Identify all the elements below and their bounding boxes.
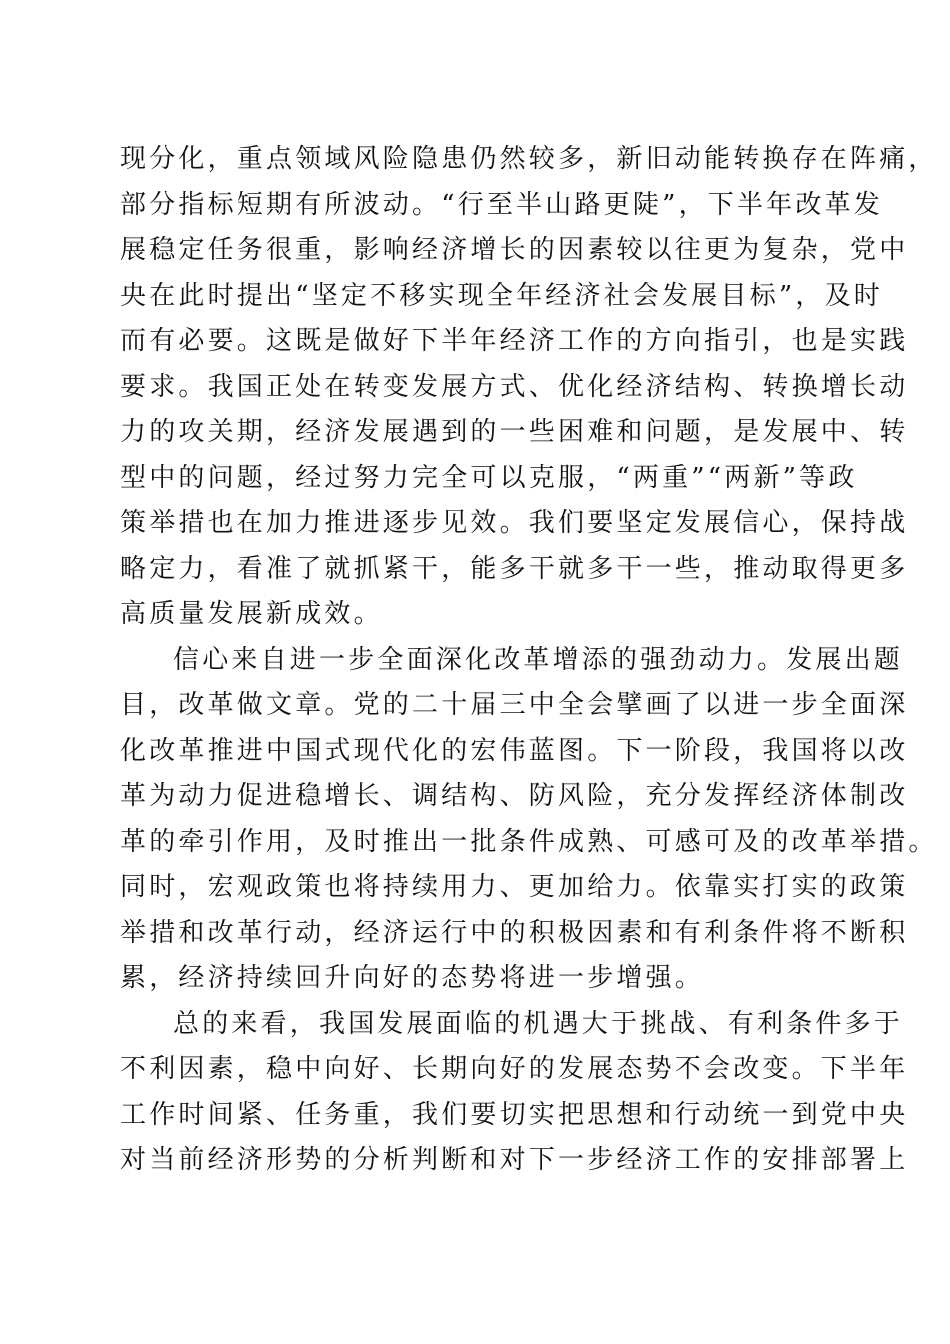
text-line: 高质量发展新成效。 xyxy=(120,599,383,629)
text-line: 不利因素，稳中向好、长期向好的发展态势不会改变。下半年 xyxy=(120,1054,909,1084)
text-line: 举措和改革行动，经济运行中的积极因素和有利条件将不断积 xyxy=(120,917,909,948)
text-line: 目，改革做文章。党的二十届三中全会擘画了以进一步全面深 xyxy=(120,690,909,720)
paragraph-1 xyxy=(120,137,938,638)
text-line: 对当前经济形势的分析判断和对下一步经济工作的安排部署上 xyxy=(120,1145,909,1175)
text-line: 力的攻关期，经济发展遇到的一些困难和问题，是发展中、转 xyxy=(120,417,909,447)
text-line: 革的牵引作用，及时推出一批条件成熟、可感可及的改革举措。 xyxy=(120,826,938,857)
text-line: 策举措也在加力推进逐步见效。我们要坚定发展信心，保持战 xyxy=(120,508,909,538)
text-line: 同时，宏观政策也将持续用力、更加给力。依靠实打实的政策 xyxy=(120,872,909,902)
paragraph-3 xyxy=(120,1002,909,1184)
text-line: 而有必要。这既是做好下半年经济工作的方向指引，也是实践 xyxy=(120,326,909,356)
text-line: 累，经济持续回升向好的态势将进一步增强。 xyxy=(120,963,705,993)
paragraph-2 xyxy=(120,638,938,1002)
text-line: 央在此时提出“坚定不移实现全年经济社会发展目标”，及时 xyxy=(120,280,883,311)
text-line: 现分化，重点领域风险隐患仍然较多，新旧动能转换存在阵痛， xyxy=(120,144,938,174)
text-line: 工作时间紧、任务重，我们要切实把思想和行动统一到党中央 xyxy=(120,1099,909,1130)
text-line: 信心来自进一步全面深化改革增添的强劲动力。发展出题 xyxy=(173,644,904,675)
text-line: 化改革推进中国式现代化的宏伟蓝图。下一阶段，我国将以改 xyxy=(120,735,909,766)
text-line: 革为动力促进稳增长、调结构、防风险，充分发挥经济体制改 xyxy=(120,781,909,811)
text-line: 要求。我国正处在转变发展方式、优化经济结构、转换增长动 xyxy=(120,371,909,402)
text-line: 型中的问题，经过努力完全可以克服，“两重”“两新”等政 xyxy=(120,462,858,493)
text-line: 展稳定任务很重，影响经济增长的因素较以往更为复杂，党中 xyxy=(120,235,909,265)
text-line: 总的来看，我国发展面临的机遇大于挑战、有利条件多于 xyxy=(173,1008,904,1039)
text-line: 略定力，看准了就抓紧干，能多干就多干一些，推动取得更多 xyxy=(120,553,909,584)
document-body xyxy=(120,137,938,1184)
text-line: 部分指标短期有所波动。“行至半山路更陡”，下半年改革发 xyxy=(120,189,883,220)
